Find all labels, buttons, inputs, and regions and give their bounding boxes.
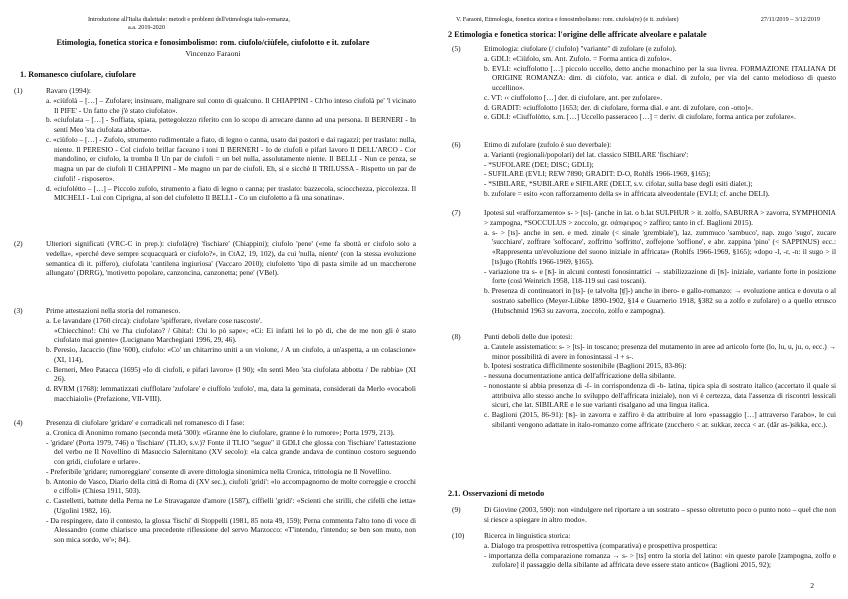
example-line: b. Peresio, Jacaccio (fine '600), ciufolo: «Co' un chitarrino uniti a un violone, / A un ciufolo, a un'aspetta, a un colascione» (XI, 114), [46, 345, 416, 364]
example-number: (9) [452, 505, 461, 514]
example-6 [452, 140, 836, 206]
example-line: b. Presenza di continuatori in [ts]- (e talvolta [ʧ]-) anche in ibero- e gallo-romanzo: → evoluzione antica e dovuta o al sostrato sabellico (Meyer-Lübke 1890-1902, §14 e Guarnerio 1918, §382 su a zolfo e zufolare) o a quello etrusco (Hubschmid 1963 su zavorra, zoccolo, zolfo e zampogna). [484, 286, 836, 315]
example-line: d. RVRM (1768): lemmatizzati ciufflolare 'zufolare' e ciuffolo 'zufolo', ma, data la geminata, considerati da Merlo «vocaboli macchiaioli» (Prefazione, VII-VIII). [46, 384, 416, 403]
example-line: Ulteriori significati (VRC-C in prep.): ciufolà(re) 'fischiare' (Chiappini); ciufolo 'pene' («me fa sbottà er ciufolo solo a vedella», «perché deve sempre scquacquarà er ciufolo?», in CtA2, 19, 102), da cui 'nulla, niente' (con la stessa evoluzione semantica di it. piffero), ciufolata 'cantilena ingiuriosa' (Vaccaro 2010); ciufoletto 'tipo di pasta simile ad un maccherone allungato' (DRRG), 'motivetto popolare, canzoncina, canzonetta; pene' (VBel). [46, 239, 416, 278]
example-line: b. EVLI: «ciuffolotto […] piccolo uccello, detto anche monachino per la sua livrea. FORMAZIONE ITALIANA DI ORIGINE ROMANZA: dim. di ciùfolo, var. antica e dial. di zufolo, per via del canto melodioso di questo uccellino». [484, 63, 836, 93]
example-9 [452, 505, 836, 527]
document-author: Vincenzo Faraoni [185, 49, 241, 58]
example-line: a. GDLI: «Ciùfolo, sm. Ant. Zufolo. = Forma antica di zufolo». [484, 53, 672, 63]
page-number: 2 [810, 580, 814, 590]
example-line: - Preferibile 'gridare; rumoreggiare' consente di avere dittologia sinonimica nella Cronica, trittologia ne Il Novellino. [46, 466, 391, 476]
example-line: b. zufolare = esito «con rafforzamento della s» in affricata alveodentale (EVLI; cf. anche DELI). [484, 188, 770, 198]
example-line: e. GDLI: «Ciuffolòtto, s.m. […] Uccello passeraceo […] = deriv. di ciufolare, forma antica per zufolare». [484, 112, 796, 122]
example-line: b. «ciufolata – […] - Soffiata, spiata, pettegolezzo riferito con lo scopo di arrecare danno ad una persona. Il BERNERI - In sentì Meo 'sta ciufolata abbotta». [46, 115, 416, 135]
header-date: 27/11/2019 – 3/12/2019 [760, 16, 820, 23]
example-line: a. s- > [ts]- anche in sen. e med. zinale (< sinale 'grembiale'), laz. zummuco 'sambuco', nap. zugo 'sugo', zucare 'succhiare', zoffrare 'soffocare', zoffritto 'soffritto', zoffejone 'soffione', e abr. zappina 'pino' (< SAPPINUS) ecc.: «Rappresenta un'evoluzione del suono iniziale in affricata» (Rohlfs 1966-1969, §165); «dopo -l, -r, -n: il sugo > il [ts]ugo (Rohlfs 1966-1969, §165). [484, 227, 836, 266]
example-2 [14, 239, 418, 299]
document-title: Etimologia, fonetica storica e fonosimbolismo: rom. ciufolo/ciùfele, ciufolotto e it. zufolare [56, 38, 370, 47]
example-3 [14, 306, 418, 416]
example-line: d. GRADIT: «ciuffolotto [1653; der. di ciufolare, forma dial. e ant. di zufolare, con -otto]». [484, 102, 753, 112]
left-column [8, 0, 418, 599]
example-8 [452, 332, 836, 452]
left-header-line: a.a. 2019-2020 [128, 23, 165, 31]
example-5 [452, 44, 836, 134]
example-line: Etimologia: ciufolare (/ ciufolo) "variante" di zufolare (e zufolo). [484, 44, 677, 53]
example-number: (2) [14, 239, 23, 248]
example-4 [14, 418, 418, 594]
example-line: a. Dialogo tra prospettiva retrospettiva (comparativa) e prospettiva prospettica: [484, 540, 718, 550]
section-heading-2: 2 Etimologia e fonetica storica: l'origine delle affricate alveolare e palatale [448, 30, 707, 39]
example-line: a. Le lavandare (1760 circa): ciufolare 'spifferare, rivelare cose nascoste'. [46, 315, 262, 325]
example-line: a. «ciùfolà – […] – Zufolare; insinuare, malignare sul conto di qualcuno. Il CHIAPPINI - Ch'ho inteso ciufolà pe' 'l vicinato Il PIFE' - Un fatto che j'è stato ciufolato». [46, 95, 416, 115]
example-line: c. Berneri, Meo Patacca (1695) «Io di ciufoli, e pifari lavoro» (I 90); «In sentì Meo 'sta ciufolata abbotta / De rabbia» (XI 26). [46, 364, 416, 384]
example-line: c. Baglioni (2015, 86-91): [ʦ]- in zavorra e zaffiro è da attribuire al loro «passaggio […] attraverso l'arabo», le cui sibilanti vengono adattate in italo-romanzo come affricate (zucchero < ar. sukkar, zecca < ar. (dār as-)sikka, ecc.). [484, 410, 836, 429]
example-line: c. «ciùfolo – […] - Zufolo, strumento rudimentale a fiato, di legno o canna, usato dai pastori e dai ragazzi; per traslato: nulla, niente. Il PERESIO - Col ciufolo brillar faceano i toni Il BERNERI - Io de ciufoli e pifari lavoro Il DELL'ARCO - Cor mandolino, er ciufolo, la tromba Il Un par de ciufoli = un bel nulla, assolutamente niente. Il BELLI - Nun ce penza, se magna un par de ciufoli Il CHIAPPINI - Me magno un par de ciufoli. Eh, sì e sicchè Il TRILUSSA - Rispetto un par de ciufoli! - risposero». [46, 134, 416, 183]
example-line: c. Castelletti, battute della Perna ne Le Stravaganze d'amore (1587), ciffielli 'gridi': «Scienti che strilli, che cifelli che ietta» (Ugolini 1982, 16). [46, 496, 416, 515]
example-line: d. «ciufolétto – […] – Piccolo zufolo, strumento a fiato di legno o canna; per traslato: bazzecola, sciocchezza, piccolezza. Il MICHELI - Lui con Ciprigna, al son del ciufoletto Il BELLI - Co un ciufoletto a fà una sonatina». [46, 183, 416, 203]
example-number: (7) [452, 208, 461, 217]
example-line: Prime attestazioni nella storia del romanesco. [46, 306, 181, 315]
example-line: b. Antonio de Vasco, Diario della città di Roma di (XV sec.), ciufoli 'gridi': «lo accompagnorno de molte correggie e crocchi e ciffoli» (Chiesa 1911, 503). [46, 476, 416, 496]
example-10 [452, 531, 836, 581]
example-line: - *SUFOLARE (DEI; DISC; GDLI); [484, 159, 594, 169]
left-running-header [88, 16, 290, 32]
example-number: (6) [452, 140, 461, 149]
example-line: Punti deboli delle due ipotesi: [484, 332, 573, 341]
example-line: - variazione tra s- e [ʦ]- in alcuni contesti fonosintattici → stabilizzazione di [ʦ]- iniziale, variante forte in posizione forte (così Weinrich 1958, 118-119 sui casi toscani). [484, 266, 836, 286]
example-line: - SUFILARE (EVLI; REW 7890; GRADIT: D-O, Rohlfs 1966-1969, §165); [484, 169, 711, 179]
example-line: a. Cautele assistematico: s- > [ts]- in toscano; presenza del mutamento in aree ad articolo forte (lo, lu, u, ju, o, ecc.) → minor possibilità di avere in fonosintassi -l + s-. [484, 341, 836, 361]
example-line: - *SIBILARE, *SUBILARE e SIFILARE (DELT, s.v. cifolar, sulla base degli esiti dialet.); [484, 179, 753, 189]
section-heading-1: 1. Romanesco ciufolare, ciufolare [20, 70, 136, 79]
example-line: Presenza di ciufolare 'gridare' e corradicali nel romanesco di I fase: [46, 418, 245, 427]
example-line: c. VT: ‹‹ ciuffolotto […] der. di ciufolare, ant. per zufolare». [484, 92, 663, 102]
example-number: (8) [452, 332, 461, 341]
example-line: Ricerca in linguistica storica: [484, 531, 571, 540]
example-line: - Da respingere, dato il contesto, la glossa 'fischi' di Stoppelli (1981, 85 nota 49, 159); Perna commenta l'alto tono di voce di Alessandro (come chiarisce una precedente riflessione del servo Marzocco: «T'intendo, t'intendo; se ben son muto, non son mica sordo, ve'»; 84). [46, 515, 416, 545]
example-line: - 'gridare' (Porta 1979, 746) o 'fischiare' (TLIO, s.v.)? Fonte il TLIO "segue" il GDLI che glossa con 'fischiare' l'attestazione del verbo ne Il Novellino di Masuccio Salernitano (XV secolo): «la calca grande andava de continuo costoro seguendo con gridi, ciufolare e urlare». [46, 437, 416, 467]
right-column [442, 0, 836, 599]
section-heading-2-1: 2.1. Osservazioni di metodo [448, 489, 545, 498]
example-line: a. Varianti (regionali/popolari) del lat. classico SIBILARE 'fischiare': [484, 149, 689, 159]
example-number: (5) [452, 44, 461, 53]
example-line: - nonostante si abbia presenza di -f- in corrispondenza di -b- latina, tipica spia di sostrato italico (accertato il quale si attribuiva allo stesso anche lo sviluppo dell'affricata iniziale), non vi è certezza, data l'assenza di riscontri lessicali sicuri, che lat. SIBILARE e le sue varianti risalgano ad una lingua italica. [484, 380, 836, 410]
left-header-line: Introduzione all'Italia dialettale: metodi e problemi dell'etimologia italo-romanza, [88, 16, 290, 23]
example-number: (10) [452, 531, 465, 540]
example-number: (3) [14, 306, 23, 315]
example-line: a. Cronica di Anonimo romano (seconda metà '300): «Granne ène lo ciufolare, granne è lo romore»; Porta 1979, 213). [46, 427, 395, 437]
example-7 [452, 208, 836, 328]
example-number: (1) [14, 86, 23, 95]
example-line: - nessuna documentazione antica dell'affricazione della sibilante. [484, 371, 676, 381]
example-line: Di Giovine (2003, 590): non «indulgere nel riportare a un sostrato – spesso oltretutto poco o punto noto – quel che non si riesce a spiegare in altro modo». [484, 505, 836, 524]
example-line: Etimo di zufolare (zufolo è suo deverbale): [484, 140, 612, 149]
example-line: b. Ipotesi sostratica difficilmente sostenibile (Baglioni 2015, 83-86): [484, 361, 687, 371]
example-number: (4) [14, 418, 23, 427]
right-running-header: V. Faraoni, Etimologia, fonetica storica e fonosimbolismo: rom. ciufola(re) (e it. zufolare) [456, 16, 679, 23]
example-line: - importanza della comparazione romanza → s- > [ts] entro la storia del latino: «in queste parole [zampogna, zolfo e zufolare] il passaggio della sibilante ad affricata deve essere stato antico» (Baglioni 2015, 92); [484, 550, 836, 570]
example-line: «Chiecchino!: Chi ve l'ha ciufolato? / Ghita!: Chi lo pò sape»; «Ci: Ei infatti lei lo pò di, che de me non gli è stato ciufolato mai gnente» (Lucignano Marchegiani 1996, 29, 46). [54, 325, 416, 345]
example-1 [14, 86, 418, 234]
example-line: Ravaro (1994): [46, 86, 91, 95]
example-line: Ipotesi sul «rafforzamento» s- > [ts]- (anche in lat. o b.lat SULPHUR > it. zolfo, SABURRA > zavorra, SYMPHONIA > zampogna, *SOCCULUS > zoccolo, gr. σάπφειρος > zaffiro; tanto in cf. Baglioni 2015). [484, 208, 836, 227]
